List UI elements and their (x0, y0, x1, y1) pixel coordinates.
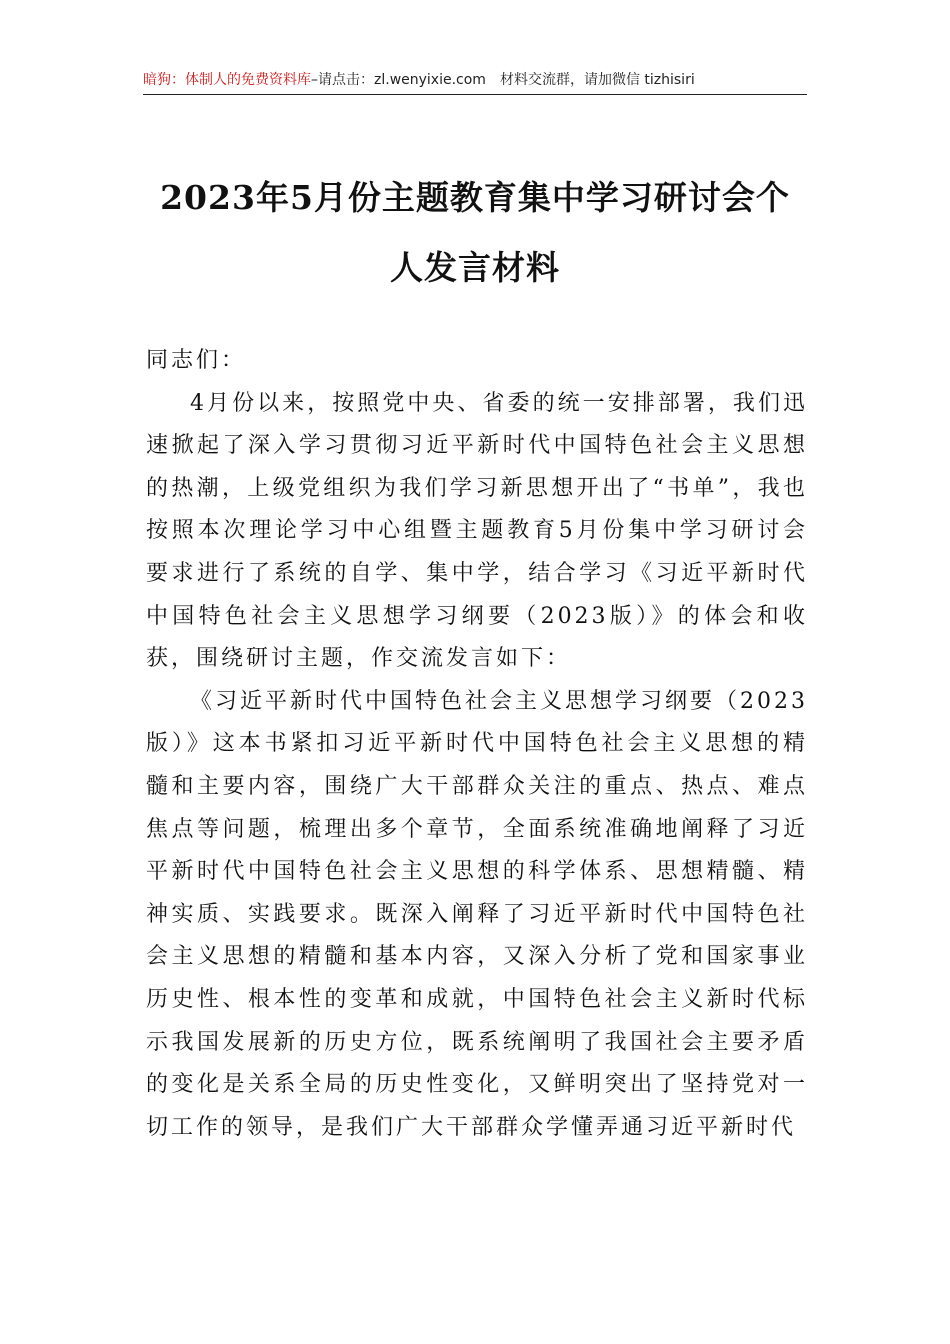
header-group-info: 材料交流群，请加微信 tizhisiri (499, 72, 695, 88)
header-site-name[interactable]: 暗狗：体制人的免费资料库 (143, 72, 311, 88)
document-title-line-1: 2023年5月份主题教育集中学习研讨会个 (160, 178, 790, 217)
header-url-link[interactable]: zl.wenyixie.com (374, 72, 486, 88)
paragraph-1: 4月份以来，按照党中央、省委的统一安排部署，我们迅速掀起了深入学习贯彻习近平新时代中国特色社会主义思想的热潮，上级党组织为我们学习新思想开出了“书单”，我也按照本次理论学习中心组暨主题教育5月份集中学习研讨会要求进行了系统的自学、集中学，结合学习《习近平新时代中国特色社会主义思想学习纲要（2023版）》的体会和收获，围绕研讨主题，作交流发言如下： (146, 390, 808, 672)
paragraph-2: 《习近平新时代中国特色社会主义思想学习纲要（2023版）》这本书紧扣习近平新时代中国特色社会主义思想的精髓和主要内容，围绕广大干部群众关注的重点、热点、难点焦点等问题，梳理出多个章节，全面系统准确地阐释了习近平新时代中国特色社会主义思想的科学体系、思想精髓、精神实质、实践要求。既深入阐释了习近平新时代中国特色社会主义思想的精髓和基本内容，又深入分析了党和国家事业历史性、根本性的变革和成就，中国特色社会主义新时代标示我国发展新的历史方位，既系统阐明了我国社会主要矛盾的变化是关系全局的历史性变化，又鲜明突出了坚持党对一切工作的领导，是我们广大干部群众学懂弄通习近平新时代 (146, 688, 808, 1140)
header-click-prefix: –请点击： (311, 72, 374, 88)
document-title-line-2: 人发言材料 (390, 248, 560, 287)
page-header (143, 70, 807, 95)
document-body (146, 340, 808, 1149)
salutation: 同志们： (146, 348, 247, 373)
